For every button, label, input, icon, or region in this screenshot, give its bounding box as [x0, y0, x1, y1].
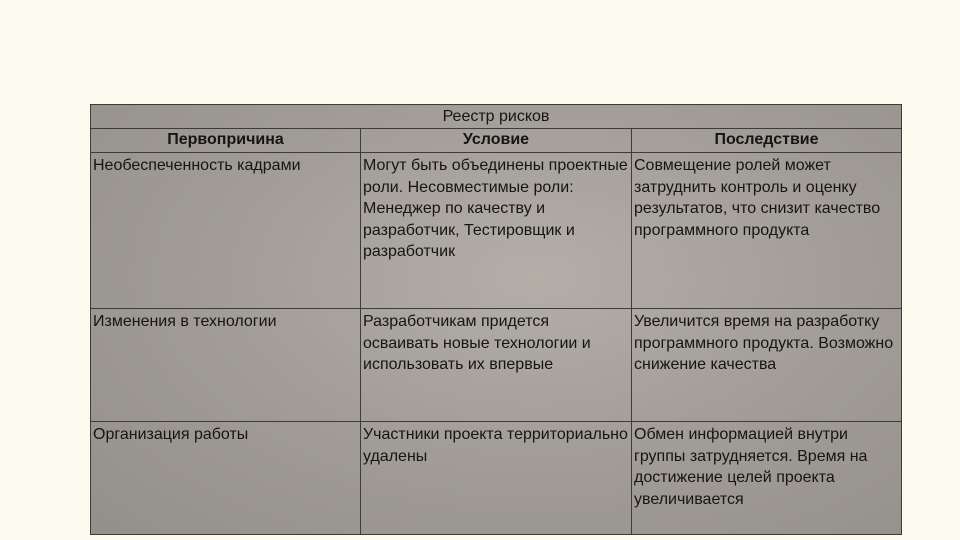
- consequence-cell: Увеличится время на разработку программного продукта. Возможно снижение качества: [632, 309, 902, 422]
- consequence-cell: Обмен информацией внутри группы затрудняется. Время на достижение целей проекта увеличивается: [632, 422, 902, 535]
- cause-cell: Изменения в технологии: [91, 309, 361, 422]
- table-row: [91, 309, 902, 422]
- column-header-cause: Первопричина: [91, 129, 361, 153]
- cause-cell: Организация работы: [91, 422, 361, 535]
- column-header-consequence: Последствие: [632, 129, 902, 153]
- column-header-condition: Условие: [361, 129, 632, 153]
- consequence-cell: Совмещение ролей может затруднить контроль и оценку результатов, что снизит качество программного продукта: [632, 153, 902, 309]
- condition-cell: Разработчикам придется осваивать новые технологии и использовать их впервые: [361, 309, 632, 422]
- table-row: [91, 422, 902, 535]
- table-title: Реестр рисков: [91, 105, 902, 129]
- condition-cell: Участники проекта территориально удалены: [361, 422, 632, 535]
- cause-cell: Необеспеченность кадрами: [91, 153, 361, 309]
- table-title-row: [91, 105, 902, 129]
- table-header-row: [91, 129, 902, 153]
- condition-cell: Могут быть объединены проектные роли. Несовместимые роли: Менеджер по качеству и разработчик, Тестировщик и разработчик: [361, 153, 632, 309]
- table-row: [91, 153, 902, 309]
- risk-register-table: [90, 104, 902, 535]
